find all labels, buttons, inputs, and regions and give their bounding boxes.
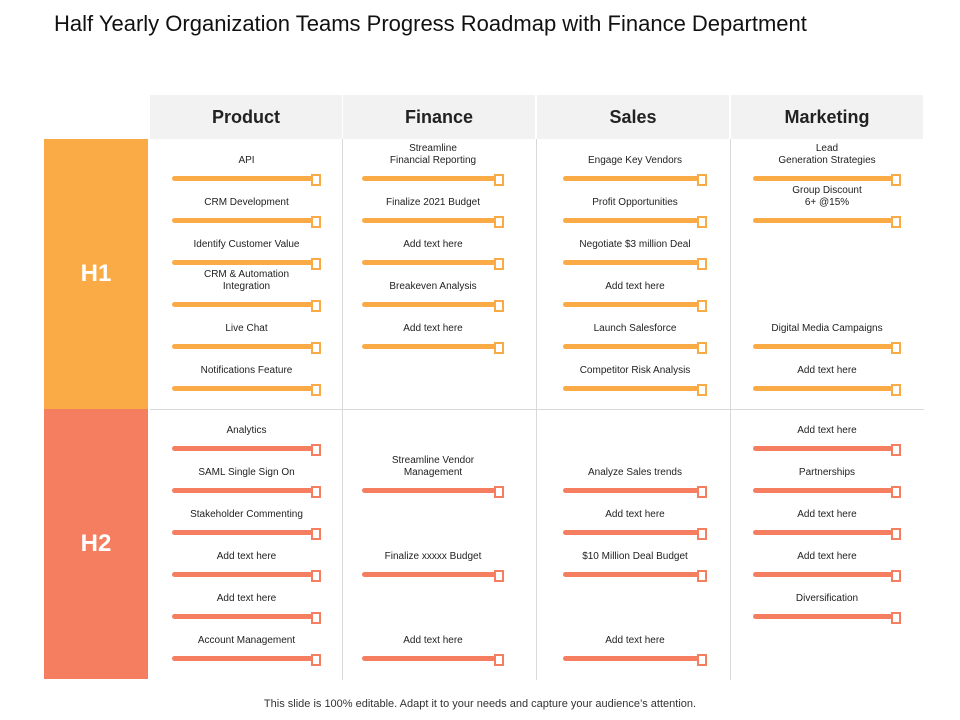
roadmap-item [563, 267, 707, 307]
progress-end-marker [311, 654, 321, 666]
roadmap-item [362, 309, 504, 349]
roadmap-item-label: Partnerships [798, 467, 856, 478]
roadmap-item-label: Add text here [605, 509, 665, 520]
progress-bar [753, 572, 893, 577]
progress-bar [753, 344, 893, 349]
roadmap-item-label: Add text here [216, 551, 277, 562]
progress-bar [753, 218, 893, 223]
progress-bar [172, 488, 313, 493]
roadmap-item [753, 141, 901, 181]
progress-end-marker [891, 612, 901, 624]
progress-end-marker [494, 654, 504, 666]
roadmap-item [563, 537, 707, 577]
roadmap-item-label: Profit Opportunities [592, 197, 678, 208]
roadmap-item-label: Analyze Sales trends [588, 467, 682, 478]
roadmap-item [753, 351, 901, 391]
progress-bar [563, 176, 699, 181]
roadmap-item [172, 351, 321, 391]
progress-bar [362, 302, 496, 307]
roadmap-item-label: Add text here [797, 551, 857, 562]
progress-bar [362, 260, 496, 265]
roadmap-item [753, 537, 901, 577]
progress-bar [172, 656, 313, 661]
roadmap-item [172, 411, 321, 451]
roadmap-item-label: Add text here [216, 593, 277, 604]
column-header-marketing: Marketing [731, 95, 923, 139]
progress-end-marker [697, 384, 707, 396]
roadmap-item-label: Add text here [797, 425, 857, 436]
progress-bar [172, 260, 313, 265]
roadmap-item [362, 267, 504, 307]
progress-bar [563, 530, 699, 535]
roadmap-item [172, 453, 321, 493]
roadmap-item [563, 621, 707, 661]
roadmap-item-label: Add text here [403, 635, 463, 646]
roadmap-item-label: Negotiate $3 million Deal [579, 239, 691, 250]
progress-bar [563, 218, 699, 223]
progress-bar [362, 176, 496, 181]
roadmap-item-label: $10 Million Deal Budget [582, 551, 688, 562]
roadmap-item-label: Add text here [797, 509, 857, 520]
progress-bar [563, 344, 699, 349]
roadmap-item [172, 309, 321, 349]
progress-bar [753, 446, 893, 451]
roadmap-item-label: Add text here [605, 635, 665, 646]
roadmap-item [172, 267, 321, 307]
progress-bar [753, 176, 893, 181]
roadmap-item-label: Streamline Financial Reporting [389, 143, 477, 166]
progress-bar [753, 488, 893, 493]
roadmap-item [172, 621, 321, 661]
roadmap-item [563, 495, 707, 535]
roadmap-item-label: Add text here [403, 323, 463, 334]
roadmap-item [172, 579, 321, 619]
roadmap-item-label: Lead Generation Strategies [778, 143, 876, 166]
roadmap-item [563, 183, 707, 223]
roadmap-item [753, 453, 901, 493]
roadmap-item [362, 183, 504, 223]
row-label-h1: H1 [44, 139, 148, 409]
roadmap-item-label: Finalize xxxxx Budget [384, 551, 482, 562]
roadmap-item-label: Add text here [403, 239, 463, 250]
progress-bar [172, 176, 313, 181]
progress-bar [753, 386, 893, 391]
roadmap-item-label: Diversification [795, 593, 859, 604]
progress-end-marker [494, 342, 504, 354]
roadmap-item [563, 225, 707, 265]
progress-bar [362, 656, 496, 661]
roadmap-item-label: Finalize 2021 Budget [386, 197, 480, 208]
progress-bar [362, 218, 496, 223]
progress-end-marker [891, 384, 901, 396]
roadmap-item [753, 183, 901, 223]
roadmap-item [172, 183, 321, 223]
column-header-finance: Finance [343, 95, 535, 139]
progress-end-marker [494, 570, 504, 582]
roadmap-item [172, 537, 321, 577]
roadmap-item [362, 225, 504, 265]
row-label-h2: H2 [44, 409, 148, 679]
roadmap-item-label: Launch Salesforce [593, 323, 677, 334]
roadmap-item-label: API [238, 155, 255, 166]
progress-bar [172, 344, 313, 349]
roadmap-item-label: Stakeholder Commenting [190, 509, 303, 520]
roadmap-item [563, 453, 707, 493]
roadmap-item [362, 621, 504, 661]
roadmap-item-label: SAML Single Sign On [198, 467, 295, 478]
progress-bar [172, 530, 313, 535]
progress-bar [362, 344, 496, 349]
roadmap-item-label: Breakeven Analysis [389, 281, 477, 292]
progress-end-marker [697, 654, 707, 666]
roadmap-item-label: Group Discount 6+ @15% [792, 185, 862, 208]
roadmap-item [362, 537, 504, 577]
roadmap-item-label: Digital Media Campaigns [771, 323, 883, 334]
progress-end-marker [891, 216, 901, 228]
roadmap-item-label: Notifications Feature [200, 365, 293, 376]
roadmap-item [753, 495, 901, 535]
progress-bar [563, 656, 699, 661]
progress-bar [753, 614, 893, 619]
progress-end-marker [697, 570, 707, 582]
roadmap-item-label: CRM Development [204, 197, 289, 208]
progress-bar [753, 530, 893, 535]
progress-bar [172, 302, 313, 307]
roadmap-item [563, 309, 707, 349]
roadmap-item-label: Account Management [197, 635, 296, 646]
progress-bar [362, 572, 496, 577]
progress-bar [563, 572, 699, 577]
roadmap-item [172, 495, 321, 535]
progress-bar [563, 488, 699, 493]
footer-note: This slide is 100% editable. Adapt it to your needs and capture your audience’s attention. [263, 698, 697, 710]
row-divider [150, 409, 924, 410]
page-title: Half Yearly Organization Teams Progress Roadmap with Finance Department [54, 11, 807, 36]
progress-bar [172, 572, 313, 577]
roadmap-item [172, 225, 321, 265]
roadmap-item-label: Streamline Vendor Management [391, 455, 475, 478]
roadmap-item-label: Live Chat [225, 323, 268, 334]
roadmap-item-label: Competitor Risk Analysis [579, 365, 691, 376]
progress-bar [563, 260, 699, 265]
progress-bar [172, 446, 313, 451]
progress-end-marker [311, 384, 321, 396]
roadmap-item [362, 453, 504, 493]
roadmap-item [753, 411, 901, 451]
roadmap-item-label: CRM & Automation Integration [203, 269, 290, 292]
roadmap-item-label: Add text here [605, 281, 665, 292]
roadmap-item [753, 309, 901, 349]
progress-bar [172, 614, 313, 619]
progress-bar [362, 488, 496, 493]
progress-bar [563, 386, 699, 391]
roadmap-item-label: Engage Key Vendors [588, 155, 682, 166]
progress-end-marker [494, 486, 504, 498]
progress-bar [172, 386, 313, 391]
roadmap-item-label: Identify Customer Value [193, 239, 300, 250]
column-header-sales: Sales [537, 95, 729, 139]
roadmap-item [753, 579, 901, 619]
progress-bar [172, 218, 313, 223]
roadmap-item [563, 351, 707, 391]
roadmap-item-label: Analytics [226, 425, 267, 436]
roadmap-item [172, 141, 321, 181]
roadmap-item-label: Add text here [797, 365, 857, 376]
progress-bar [563, 302, 699, 307]
roadmap-item [563, 141, 707, 181]
column-header-product: Product [150, 95, 342, 139]
roadmap-item [362, 141, 504, 181]
